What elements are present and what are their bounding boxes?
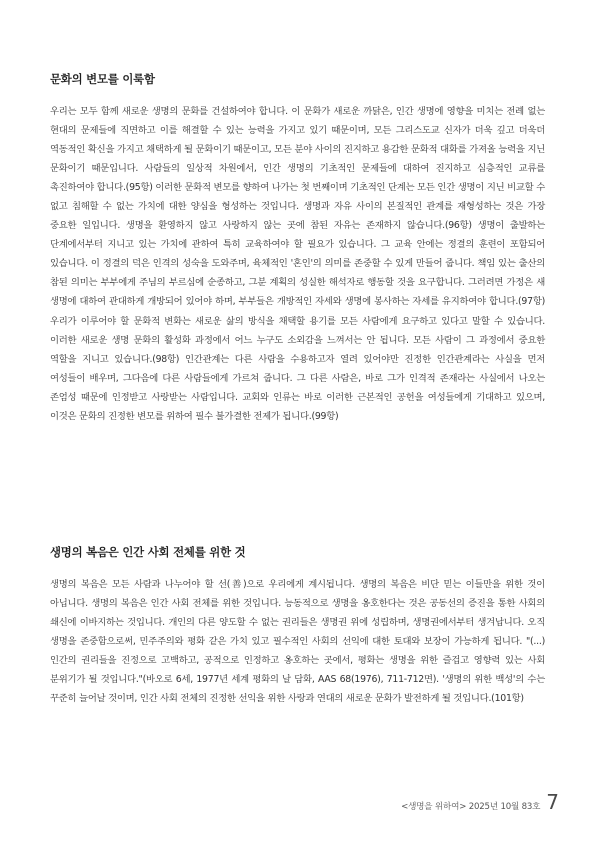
- publication-info: <생명을 위하여> 2025년 10월 83호: [401, 802, 541, 812]
- page-number: 7: [546, 790, 559, 814]
- section-gospel-of-life: [50, 544, 545, 708]
- section-title: 문화의 변모를 이룩함: [50, 72, 155, 86]
- section-body: 우리는 모두 함께 새로운 생명의 문화를 건설하여야 합니다. 이 문화가 새로운 까닭은, 인간 생명에 영향을 미치는 전례 없는 현대의 문제들에 직면하고 이를 해결할 수 있는 능력을 가지고 있기 때문이며, 모든 그리스도교 신자가 더욱 깊고 더욱더 역동적인 확신을 가지고 채택하게 될 문화이기 때문이고, 모든 분야 사이의 진지하고 용감한 문화적 대화를 가져올 능력을 지닌 문화이기 때문입니다. 사람들의 일상적 차원에서, 인간 생명의 기초적인 문제들에 대하여 진지하고 심층적인 교류를 촉진하여야 합니다.(95항) 이러한 문화적 변모를 향하여 나가는 첫 번째이며 기초적인 단계는 모든 인간 생명이 지닌 비교할 수 없고 침해할 수 없는 가치에 대한 양심을 형성하는 것입니다. 생명과 자유 사이의 본질적인 관계를 재형성하는 것은 가장 중요한 일입니다. 생명을 환영하지 않고 사랑하지 않는 곳에 참된 자유는 존재하지 않습니다.(96항) 생명이 출발하는 단계에서부터 지니고 있는 가치에 관하여 특히 교육하여야 할 필요가 있습니다. 그 교육 안에는 정결의 훈련이 포함되어 있습니다. 이 정결의 덕은 인격의 성숙을 도와주며, 육체적인 '혼인'의 의미를 존중할 수 있게 만들어 줍니다. 책임 있는 출산의 참된 의미는 부부에게 주님의 부르심에 순종하고, 그분 계획의 성실한 해석자로 행동할 것을 요구합니다. 그러려면 가정은 새 생명에 대하여 관대하게 개방되어 있어야 하며, 부부들은 개방적인 자세와 생명에 봉사하는 자세를 유지하여야 합니다.(97항) 우리가 이루어야 할 문화적 변화는 새로운 삶의 방식을 채택할 용기를 모든 사람에게 요구하고 있다고 말할 수 있습니다. 이러한 새로운 생명 문화의 활성화 과정에서 어느 누구도 소외감을 느껴서는 안 됩니다. 모든 사람이 그 과정에서 중요한 역할을 지니고 있습니다.(98항) 인간관계는 다른 사람을 수용하고자 열려 있어야만 진정한 인간관계라는 사실을 먼저 여성들이 배우며, 그다음에 다른 사람들에게 가르쳐 줍니다. 그 다른 사람은, 바로 그가 인격적 존재라는 사실에서 나오는 존엄성 때문에 인정받고 사랑받는 사람입니다. 교회와 인류는 바로 이러한 근본적인 공헌을 여성들에게 기대하고 있으며, 이것은 문화의 진정한 변모를 위하여 필수 불가결한 전제가 됩니다.(99항): [50, 106, 545, 422]
- page-footer: [401, 792, 559, 812]
- section-title: 생명의 복음은 인간 사회 전체를 위한 것: [50, 545, 246, 559]
- section-cultural-transformation: [50, 71, 545, 426]
- section-body: 생명의 복음은 모든 사람과 나누어야 할 선(善)으로 우리에게 계시됩니다. 생명의 복음은 비단 믿는 이들만을 위한 것이 아닙니다. 생명의 복음은 인간 사회 전체를 위한 것입니다. 능동적으로 생명을 옹호한다는 것은 공동선의 증진을 통한 사회의 쇄신에 이바지하는 것입니다. 개인의 다른 양도할 수 없는 권리들은 생명권 위에 성립하며, 생명권에서부터 생겨납니다. 오직 생명을 존중함으로써, 민주주의와 평화 같은 가치 있고 필수적인 사회의 선익에 대한 토대와 보장이 가능하게 됩니다. "(...)인간의 권리들을 진정으로 고백하고, 공적으로 인정하고 옹호하는 곳에서, 평화는 생명을 위한 즐겁고 영향력 있는 사회 분위기가 될 것입니다."(바오로 6세, 1977년 세계 평화의 날 담화, AAS 68(1976), 711-712면). '생명의 위한 백성'의 수는 꾸준히 늘어날 것이며, 인간 사회 전체의 진정한 선익을 위한 사랑과 연대의 새로운 문화가 발전하게 될 것입니다.(101항): [50, 579, 545, 705]
